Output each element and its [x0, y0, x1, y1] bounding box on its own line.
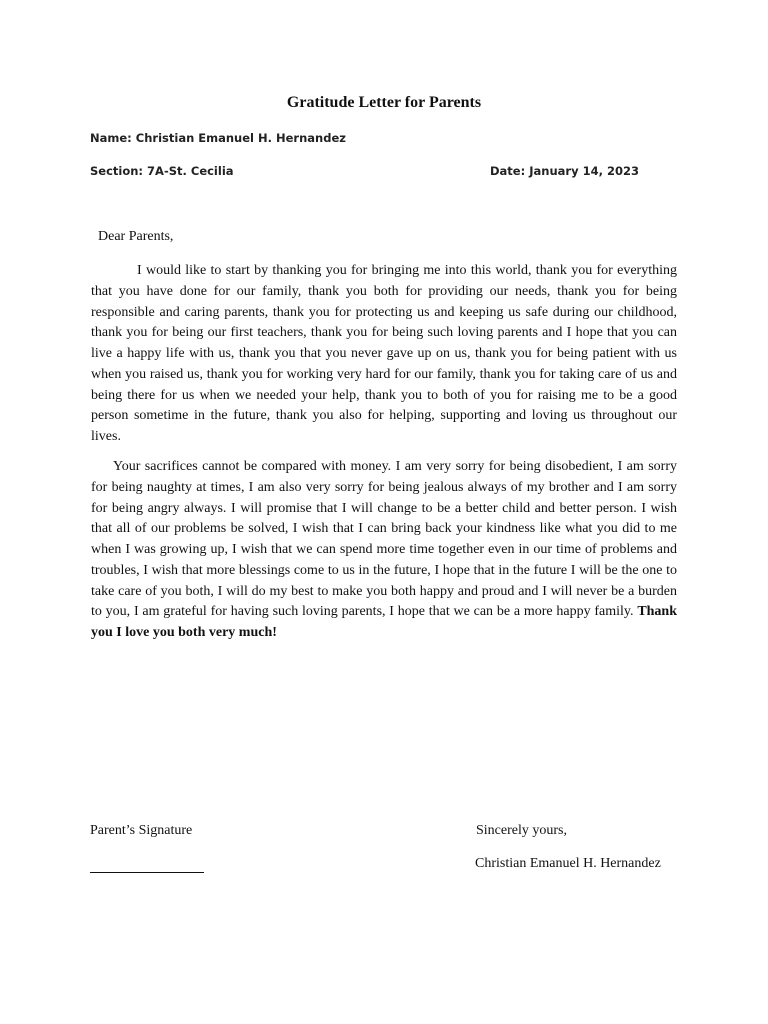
date-label: Date:: [490, 164, 526, 178]
name-value: Christian Emanuel H. Hernandez: [135, 131, 346, 145]
section-label: Section:: [90, 164, 144, 178]
name-field: [90, 131, 346, 145]
closing-line: Thank you I love you both very much!: [91, 604, 678, 640]
signature-line: [90, 872, 204, 873]
parent-signature-label: Parent’s Signature: [90, 823, 193, 838]
section-field: [90, 164, 234, 178]
date-value: January 14, 2023: [529, 164, 639, 178]
body-paragraph-1: I would like to start by thanking you for bringing me into this world, thank you for everything that you have done for our family, thank you both for providing our needs, thank you for being responsible and caring parents, thank you for protecting us and keeping us safe during our childhood, thank you for being our first teachers, thank you for being such loving parents and I hope that you can live a happy life with us, thank you that you never gave up on us, thank you for being patient with us when you raised us, thank you for working very hard for our family, thank you for taking care of us and being there for us when we needed your help, thank you to both of you for raising me to be a good person sometime in the future, thank you also for helping, supporting and loving us throughout our lives.: [91, 263, 677, 444]
valediction: Sincerely yours,: [476, 823, 567, 838]
date-field: [490, 164, 639, 178]
signer-name: Christian Emanuel H. Hernandez: [475, 856, 661, 871]
document-title: Gratitude Letter for Parents: [286, 94, 482, 111]
body-paragraph-2-text: Your sacrifices cannot be compared with money. I am very sorry for being disobedient, I am sorry for being naughty at times, I am also very sorry for being jealous always of my brother and I am sorry for being angry always. I will promise that I will change to be a better child and better person. I wish that all of our problems be solved, I wish that I can bring back your kindness like what you did to me when I was growing up, I wish that we can spend more time together even in our time of problems and troubles, I wish that more blessings come to us in the future, I hope that in the future I will be the one to take care of you both, I will do my best to make you both happy and proud and I will never be a burden to you, I am grateful for having such loving parents, I hope that we can be a more happy family.: [91, 459, 677, 620]
name-label: Name:: [90, 131, 132, 145]
section-value: 7A-St. Cecilia: [147, 164, 234, 178]
body-paragraph-2: [91, 457, 677, 644]
greeting: Dear Parents,: [98, 229, 174, 244]
